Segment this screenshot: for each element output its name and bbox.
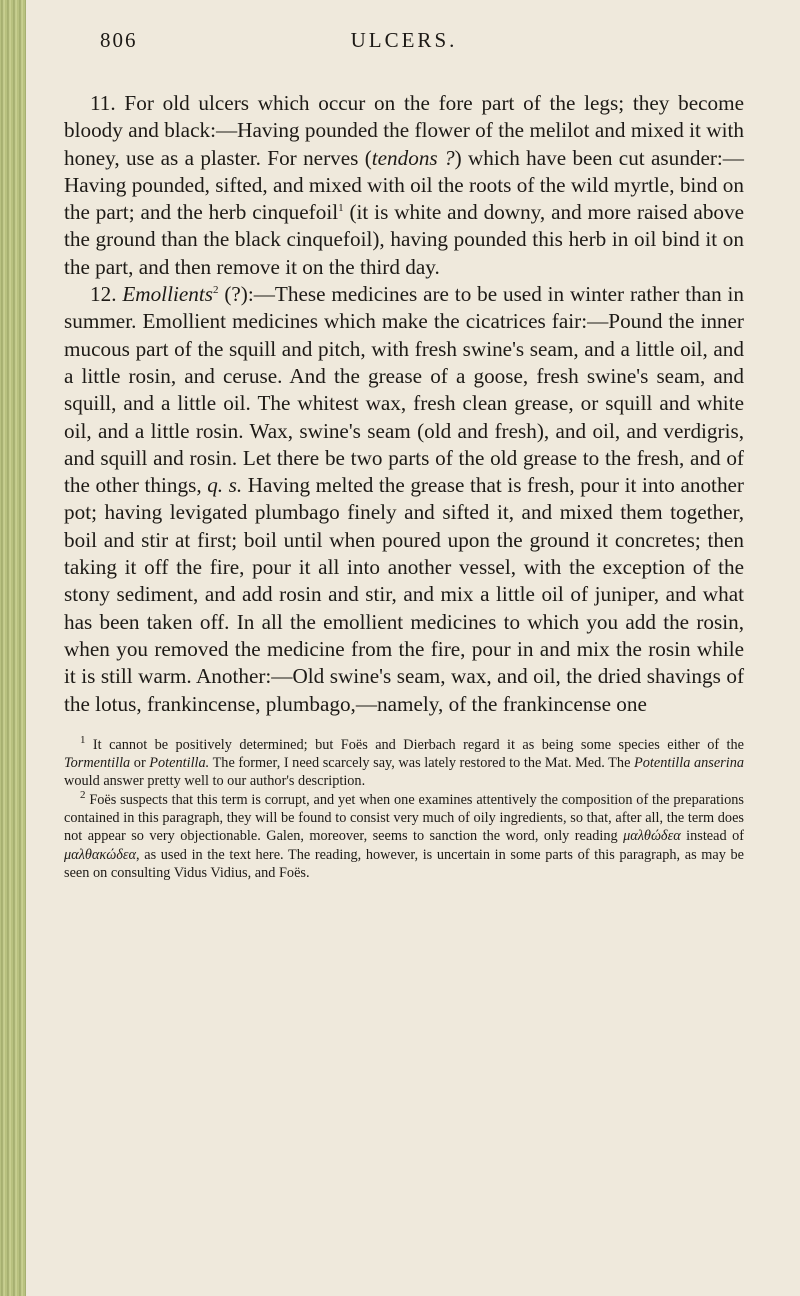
book-page [64, 22, 744, 882]
page-number: 806 [100, 28, 138, 52]
footnote-1: $^1$ It cannot be positively determined; but Foës and Dierbach regard it as being some species either of the Tormentilla or Potentilla. The former, I need scarcely say, was lately restored to the Mat. Med. The Potentilla anserina would answer pretty well to our author's description. [64, 734, 744, 790]
book-binding-edge [0, 0, 26, 1296]
italic-term: tendons ? [371, 145, 455, 170]
page-header [64, 22, 744, 62]
footnotes [64, 736, 744, 882]
footnote-mark: 2 [80, 788, 86, 801]
footnote-2: $^2$ Foës suspects that this term is corrupt, and yet when one examines attentively the composition of the preparations contained in this paragraph, they will be found to consist very much of oily ingredients, so that, after all, the term does not appear so very objectionable. Galen, moreover, seems to sanction the word, only reading μαλθώδεα instead of μαλθακώδεα, as used in the text here. The reading, however, is uncertain in some parts of this paragraph, as may be seen on consulting Vidus Vidius, and Foës. [64, 788, 744, 881]
paragraph-11: 11. For old ulcers which occur on the fore part of the legs; they become bloody and black:—Having pounded the flower of the melilot and mixed it with honey, use as a plaster. For nerves (tendons ?) which have been cut asunder:—Having pounded, sifted, and mixed with oil the roots of the wild myrtle, bind on the part; and the herb cinquefoil$^1$ (it is white and downy, and more raised above the ground than the black cinquefoil), having pounded this herb in oil bind it on the part, and then remove it on the third day. [64, 91, 744, 279]
italic-term: Emollients [122, 282, 213, 307]
footnote-ref-2: 2 [212, 284, 219, 297]
footnote-mark: 1 [80, 734, 86, 747]
running-title: ULCERS. [350, 28, 458, 52]
body-text [64, 90, 744, 718]
paragraph-12: 12. Emollients$^2$ (?):—These medicines are to be used in winter rather than in summer. Emollient medicines which make the cicatrices fair:—Pound the inner mucous part of the squill and pitch, with fresh swine's seam, and a little oil, and a little rosin, and ceruse. And the grease of a goose, fresh swine's seam, and squill, and a little oil. The whitest wax, fresh clean grease, or squill and white oil, and a little rosin. Wax, swine's seam (old and fresh), and oil, and verdigris, and squill and rosin. Let there be two parts of the old grease to the fresh, and of the other things, q. s. Having melted the grease that is fresh, pour it into another pot; having levigated plumbago finely and sifted it, and mixed them together, boil and stir at first; boil until when poured upon the ground it concretes; then taking it off the fire, pour it all into another vessel, with the exception of the stony sediment, and add rosin and stir, and mix a little oil of juniper, and what has been taken off. In all the emollient medicines to which you add the rosin, when you removed the medicine from the fire, pour in and mix the rosin while it is still warm. Another:—Old swine's seam, wax, and oil, the dried shavings of the lotus, frankincense, plumbago,—namely, of the frankincense one [64, 282, 745, 716]
italic-term: q. s. [207, 473, 243, 498]
footnote-ref-1: 1 [338, 202, 344, 215]
